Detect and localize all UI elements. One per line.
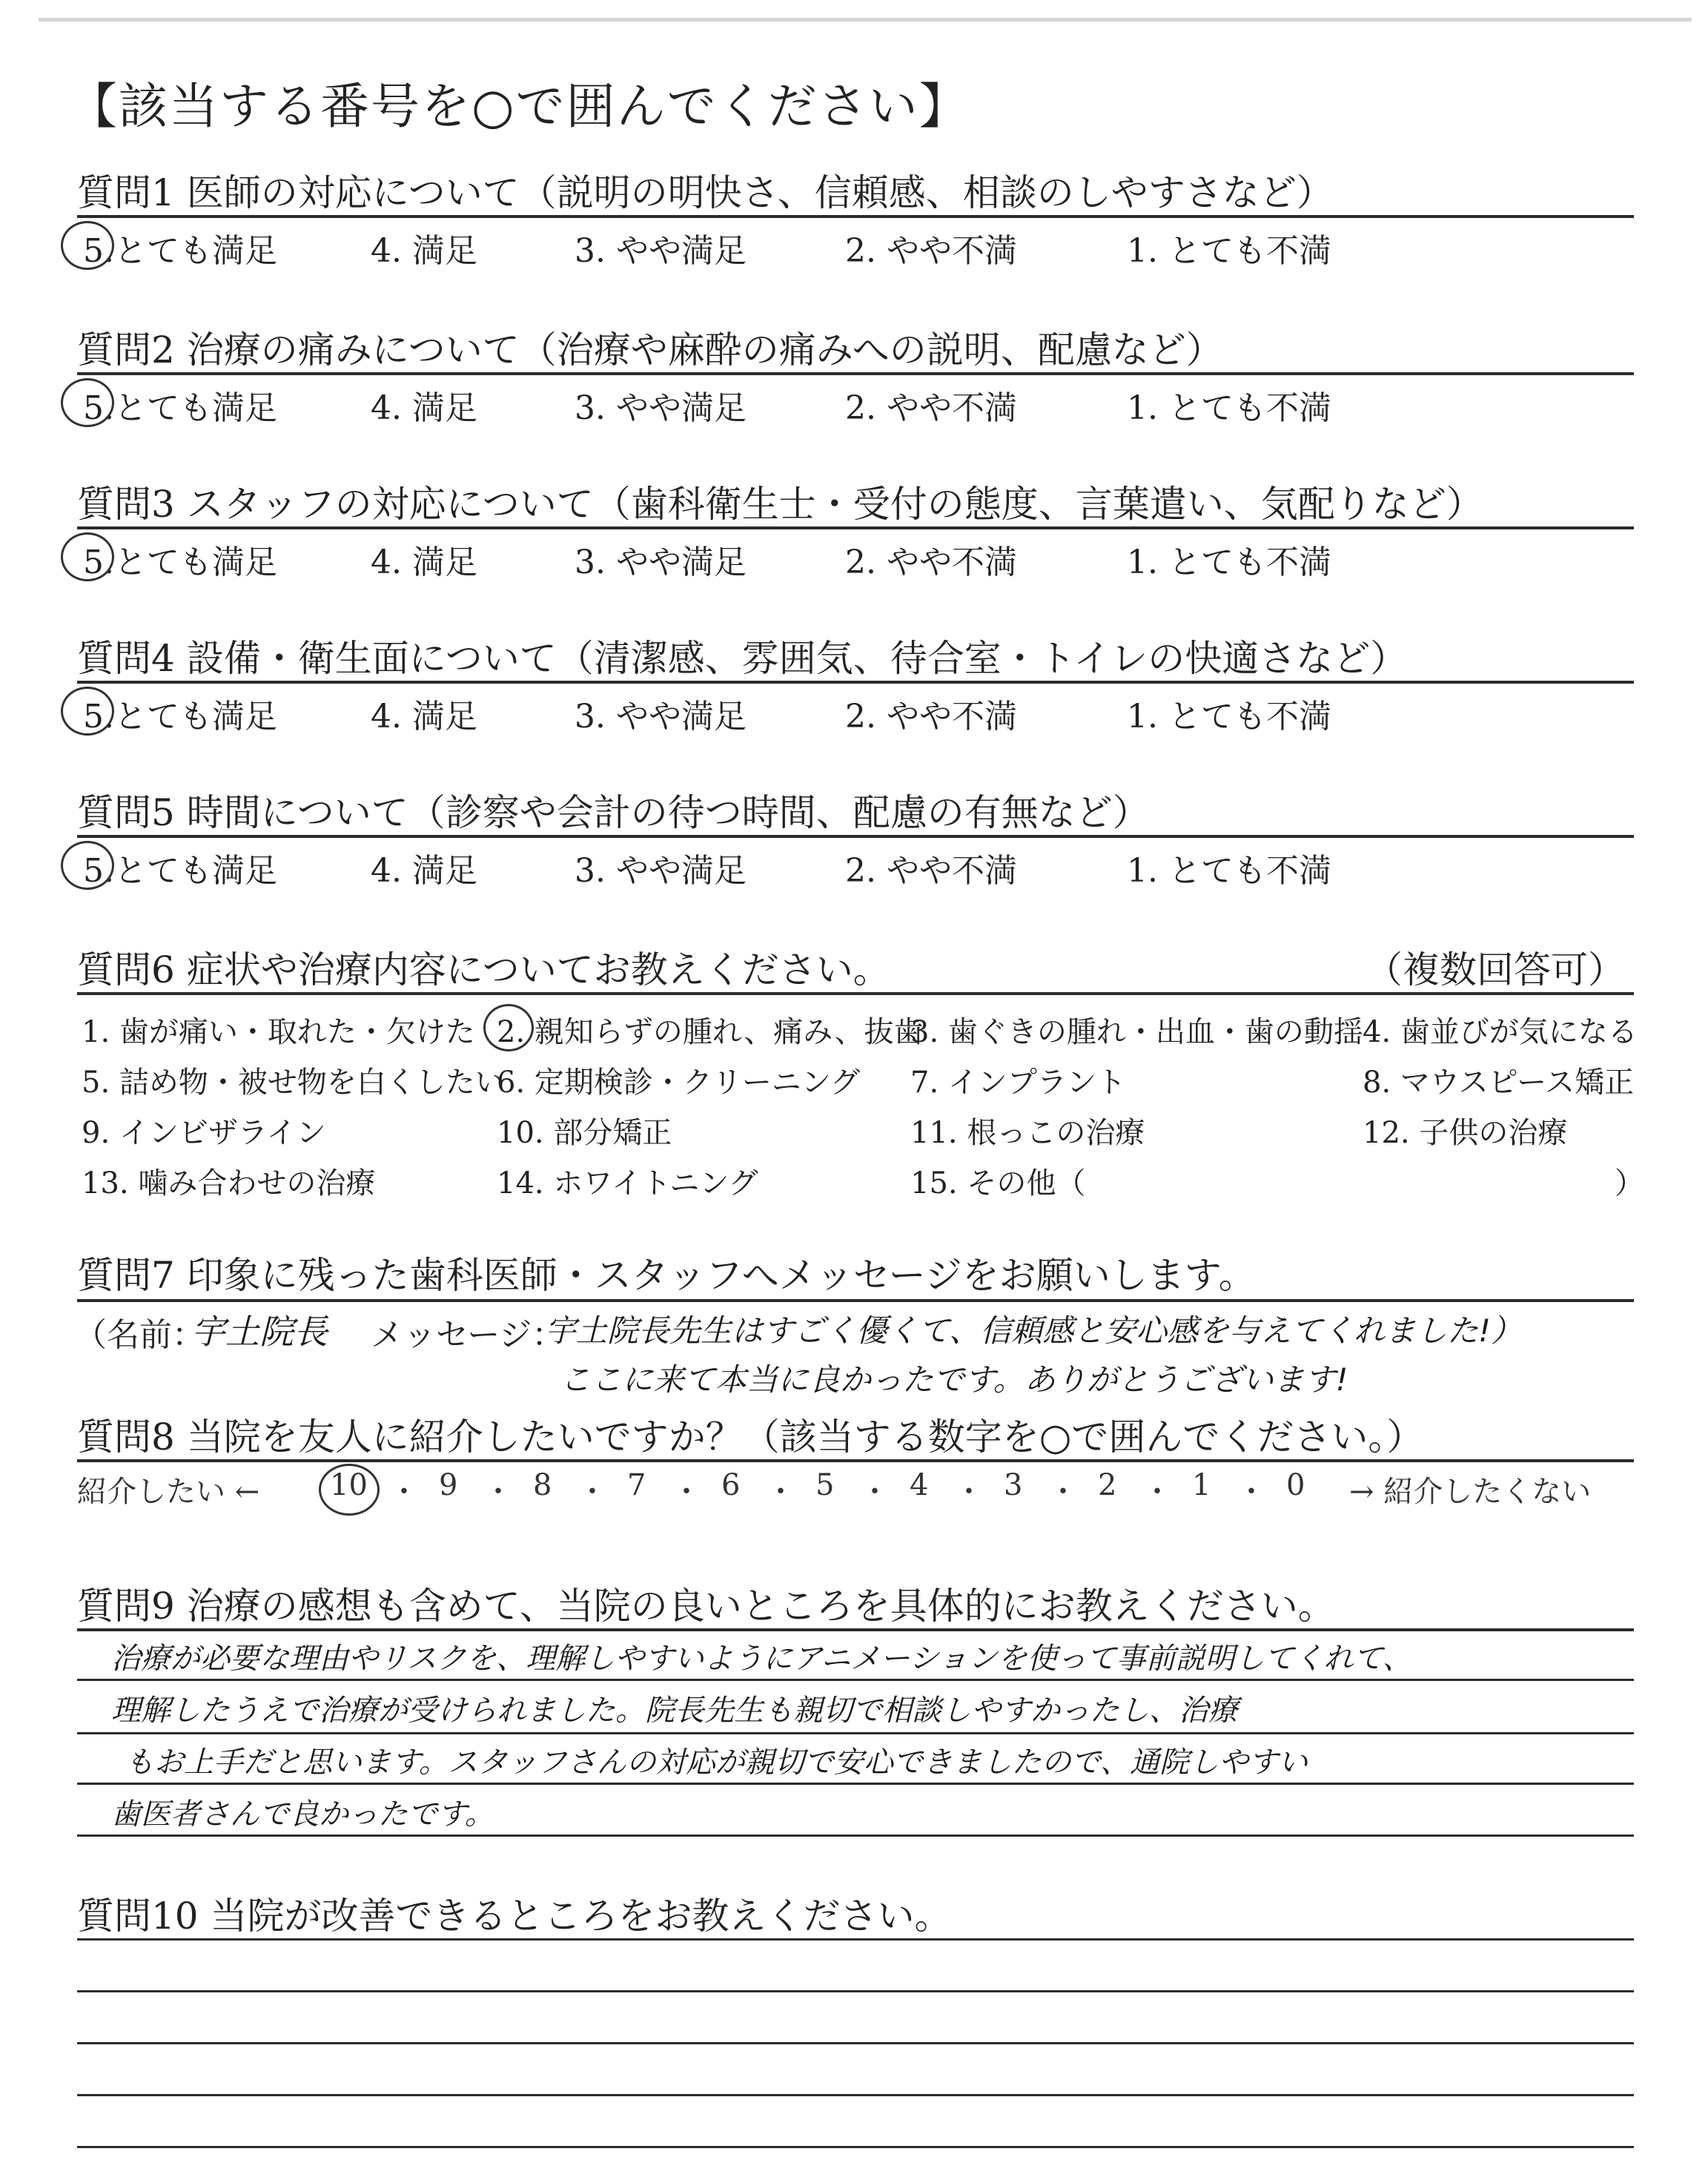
q8-scale-value[interactable]: 9	[439, 1468, 458, 1502]
q8-scale-value[interactable]: 10	[330, 1468, 368, 1502]
q1-option[interactable]: 2. やや不満	[845, 232, 1017, 270]
q8-scale-value[interactable]: 1	[1192, 1468, 1211, 1502]
q1-option[interactable]: 4. 満足	[371, 232, 477, 270]
q4-option[interactable]: 2. やや不満	[845, 698, 1017, 736]
q5-title: 質問5 時間について（診察や会計の待つ時間、配慮の有無など）	[77, 791, 1150, 834]
q5-option[interactable]: 5.とても満足	[83, 852, 277, 890]
q5-selected-circle	[61, 841, 114, 890]
q5-option[interactable]: 1. とても不満	[1127, 852, 1331, 890]
q7-message-label: メッセージ：	[371, 1316, 565, 1354]
q1-title: 質問1 医師の対応について（説明の明快さ、信頼感、相談のしやすさなど）	[77, 171, 1334, 214]
q1-selected-circle	[61, 221, 114, 270]
q10-answer-line[interactable]	[77, 1990, 1634, 1992]
q7-rule	[77, 1299, 1634, 1302]
q6-option[interactable]: 15. その他（	[910, 1166, 1086, 1200]
q2-rule	[77, 372, 1634, 375]
q7-message-line1: 宇土院長先生はすごく優くて、信頼感と安心感を与えてくれました!）	[545, 1312, 1522, 1349]
q2-title: 質問2 治療の痛みについて（治療や麻酔の痛みへの説明、配慮など）	[77, 328, 1223, 371]
q6-option[interactable]: 14. ホワイトニング	[497, 1166, 758, 1200]
q3-option[interactable]: 1. とても不満	[1127, 544, 1331, 581]
q9-answer-line: 治療が必要な理由やリスクを、理解しやすいようにアニメーションを使って事前説明してくれて、	[111, 1642, 1412, 1676]
q8-scale-dot: ・	[672, 1475, 701, 1509]
q4-option[interactable]: 5.とても満足	[83, 698, 277, 736]
q6-option[interactable]: 2. 親知らずの腫れ、痛み、抜歯	[497, 1015, 924, 1049]
q9-line-rule	[77, 1679, 1634, 1681]
q3-title: 質問3 スタッフの対応について（歯科衛生士・受付の態度、言葉遣い、気配りなど）	[77, 483, 1483, 526]
q1-option[interactable]: 5.とても満足	[83, 232, 277, 270]
q8-scale-dot: ・	[1237, 1475, 1266, 1509]
q6-option[interactable]: 5. 詰め物・被せ物を白くしたい	[82, 1066, 505, 1100]
top-border	[39, 18, 1692, 22]
q5-option[interactable]: 3. やや満足	[575, 852, 747, 890]
page-title: 【該当する番号を○で囲んでください】	[68, 78, 970, 135]
q3-option[interactable]: 2. やや不満	[845, 544, 1017, 581]
q8-scale-dot: ・	[766, 1475, 795, 1509]
q6-option[interactable]: 6. 定期検診・クリーニング	[497, 1066, 861, 1100]
q8-scale-dot: ・	[860, 1475, 890, 1509]
q5-option[interactable]: 4. 満足	[371, 852, 477, 890]
q4-option[interactable]: 1. とても不満	[1127, 698, 1331, 736]
q10-answer-line[interactable]	[77, 2146, 1634, 2148]
q6-title: 質問6 症状や治療内容についてお教えください。	[77, 948, 890, 991]
q2-option[interactable]: 5.とても満足	[83, 389, 277, 427]
q7-name-value: 宇土院長	[191, 1312, 328, 1352]
q10-answer-line[interactable]	[77, 2042, 1634, 2044]
q8-scale-dot: ・	[577, 1475, 607, 1509]
q10-title: 質問10 当院が改善できるところをお教えください。	[77, 1895, 952, 1938]
q8-scale-value[interactable]: 0	[1286, 1468, 1305, 1502]
q9-line-rule	[77, 1834, 1634, 1837]
q4-title: 質問4 設備・衛生面について（清潔感、雰囲気、待合室・トイレの快適さなど）	[77, 637, 1408, 680]
q8-scale-dot: ・	[483, 1475, 513, 1509]
q3-option[interactable]: 3. やや満足	[575, 544, 747, 581]
q6-rule	[77, 992, 1634, 995]
q8-scale-value[interactable]: 8	[533, 1468, 552, 1502]
q6-option[interactable]: 12. 子供の治療	[1363, 1116, 1568, 1150]
q2-option[interactable]: 1. とても不満	[1127, 389, 1331, 427]
q6-option[interactable]: 11. 根っこの治療	[910, 1116, 1145, 1150]
q4-option[interactable]: 3. やや満足	[575, 698, 747, 736]
q8-scale-value[interactable]: 2	[1098, 1468, 1117, 1502]
q8-title: 質問8 当院を友人に紹介したいですか？（該当する数字を○で囲んでください。）	[77, 1416, 1424, 1459]
q6-option[interactable]: 7. インプラント	[910, 1066, 1126, 1100]
q3-selected-circle	[61, 532, 114, 581]
q8-scale-value[interactable]: 5	[815, 1468, 835, 1502]
q5-option[interactable]: 2. やや不満	[845, 852, 1017, 890]
q8-scale-value[interactable]: 4	[910, 1468, 929, 1502]
q3-rule	[77, 526, 1634, 529]
q6-option[interactable]: 13. 噛み合わせの治療	[82, 1166, 376, 1200]
q4-rule	[77, 681, 1634, 684]
q5-rule	[77, 835, 1634, 838]
q9-line-rule	[77, 1732, 1634, 1734]
q8-scale-value[interactable]: 3	[1004, 1468, 1023, 1502]
q10-answer-line[interactable]	[77, 1938, 1634, 1941]
q1-rule	[77, 215, 1634, 218]
q8-selected-circle	[319, 1464, 380, 1516]
q4-option[interactable]: 4. 満足	[371, 698, 477, 736]
q8-scale-dot: ・	[389, 1475, 419, 1509]
q2-option[interactable]: 3. やや満足	[575, 389, 747, 427]
q6-option[interactable]: 9. インビザライン	[82, 1116, 326, 1150]
q9-answer-line: 歯医者さんで良かったです。	[111, 1797, 494, 1832]
q8-scale-dot: ・	[1048, 1475, 1078, 1509]
q6-option[interactable]: 10. 部分矯正	[497, 1116, 672, 1150]
q8-scale-dot: ・	[1142, 1475, 1172, 1509]
q7-message-line2: ここに来て本当に良かったです。ありがとうございます!	[560, 1361, 1348, 1398]
q6-option[interactable]: ）	[1615, 1166, 1644, 1200]
q7-name-label: （名前：	[74, 1316, 205, 1354]
q8-right-label: → 紹介したくない	[1349, 1475, 1592, 1509]
q6-option[interactable]: 4. 歯並びが気になる	[1363, 1015, 1638, 1049]
q6-option[interactable]: 1. 歯が痛い・取れた・欠けた	[82, 1015, 475, 1049]
q6-option[interactable]: 3. 歯ぐきの腫れ・出血・歯の動揺	[910, 1015, 1363, 1049]
q9-answer-line: もお上手だと思います。スタッフさんの対応が親切で安心できましたので、通院しやすい	[125, 1745, 1308, 1780]
q9-rule	[77, 1628, 1634, 1631]
q8-left-label: 紹介したい ←	[77, 1475, 260, 1509]
q8-rule	[77, 1459, 1634, 1462]
q8-scale-dot: ・	[954, 1475, 984, 1509]
q1-option[interactable]: 3. やや満足	[575, 232, 747, 270]
q1-option[interactable]: 1. とても不満	[1127, 232, 1331, 270]
q7-title: 質問7 印象に残った歯科医師・スタッフへメッセージをお願いします。	[77, 1254, 1256, 1297]
q6-note: （複数回答可）	[1366, 948, 1625, 991]
q9-title: 質問9 治療の感想も含めて、当院の良いところを具体的にお教えください。	[77, 1585, 1335, 1628]
q4-selected-circle	[61, 687, 114, 736]
q10-answer-line[interactable]	[77, 2094, 1634, 2096]
q8-scale-value[interactable]: 7	[627, 1468, 646, 1502]
q8-scale-value[interactable]: 6	[721, 1468, 741, 1502]
q9-line-rule	[77, 1783, 1634, 1785]
q9-answer-line: 理解したうえで治療が受けられました。院長先生も親切で相談しやすかったし、治療	[111, 1694, 1238, 1728]
q3-option[interactable]: 5.とても満足	[83, 544, 277, 581]
q6-option[interactable]: 8. マウスピース矯正	[1363, 1066, 1635, 1100]
q6-selected-circle	[483, 1004, 534, 1051]
q2-option[interactable]: 2. やや不満	[845, 389, 1017, 427]
q2-selected-circle	[61, 378, 114, 427]
q3-option[interactable]: 4. 満足	[371, 544, 477, 581]
q2-option[interactable]: 4. 満足	[371, 389, 477, 427]
